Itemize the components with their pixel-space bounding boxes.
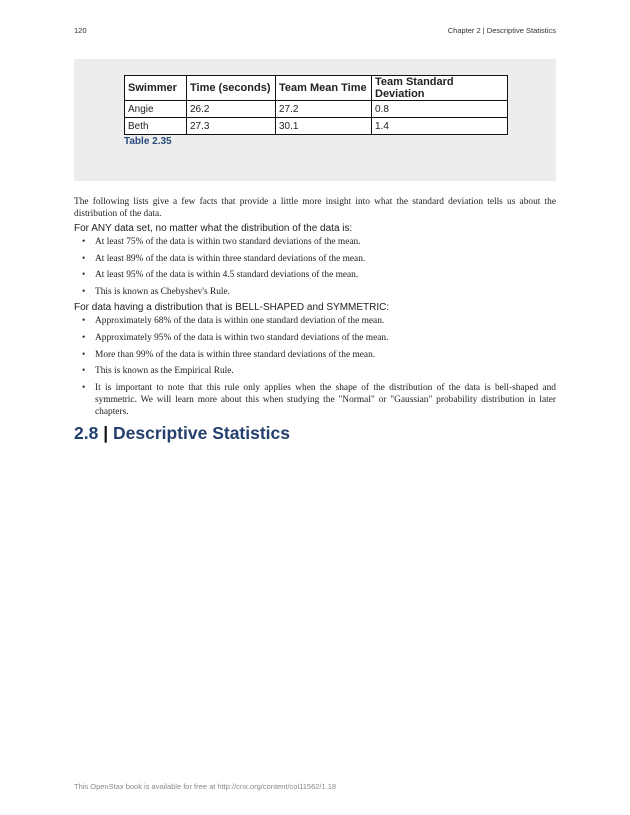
list-item-text: Approximately 68% of the data is within one standard deviation of the mean. [95, 316, 385, 327]
table-cell: 27.3 [187, 118, 276, 135]
list-item-text: Approximately 95% of the data is within two standard deviations of the mean. [95, 332, 389, 343]
list-lead: For ANY data set, no matter what the distribution of the data is: [74, 223, 353, 234]
section-heading [74, 423, 556, 444]
table-caption: Table 2.35 [124, 136, 172, 147]
bullet-icon: • [82, 349, 86, 360]
bullet-icon: • [82, 237, 86, 247]
bullet-icon: • [82, 270, 86, 281]
swimmer-table [124, 75, 508, 135]
table-cell: 1.4 [372, 118, 508, 135]
bullet-icon: • [82, 316, 86, 327]
table-cell: Angie [125, 101, 187, 118]
list-lead: For data having a distribution that is BELL-SHAPED and SYMMETRIC: [74, 302, 390, 314]
list-item-text: At least 75% of the data is within two standard deviations of the mean. [95, 237, 361, 247]
page-number: 120 [74, 26, 87, 35]
bullet-icon: • [82, 382, 86, 393]
bullet-icon: • [82, 286, 86, 297]
table-cell: 26.2 [187, 101, 276, 118]
list-item-text: This is known as Chebyshev's Rule. [95, 286, 231, 297]
column-header: Team Mean Time [276, 76, 372, 101]
list-item [74, 315, 556, 327]
list-item [74, 382, 556, 418]
column-header: Swimmer [125, 76, 187, 101]
empirical-list [74, 315, 556, 417]
table-cell: Beth [125, 118, 187, 135]
section-title: Descriptive Statistics [112, 422, 291, 443]
list-item-text: It is important to note that this rule only applies when the shape of the distribution of the data is bell-shaped and symmetric. We will learn more about this when studying the "Normal" or "Gaussian" probability distribution in later chapters. [95, 382, 556, 417]
bullet-icon: • [82, 253, 86, 264]
table-cell: 30.1 [276, 118, 372, 135]
main-content [74, 196, 556, 444]
list-item [74, 332, 556, 344]
list-item [74, 236, 556, 248]
list-item-text: At least 95% of the data is within 4.5 standard deviations of the mean. [95, 270, 359, 281]
list-item-text: At least 89% of the data is within three standard deviations of the mean. [95, 253, 366, 264]
table-header-row [125, 76, 508, 101]
bullet-icon: • [82, 366, 86, 377]
list-item-text: This is known as the Empirical Rule. [95, 366, 234, 377]
page-footer: This OpenStax book is available for free at http://cnx.org/content/col11562/1.18 [74, 782, 337, 791]
column-header: Team Standard Deviation [372, 76, 508, 101]
table-cell: 0.8 [372, 101, 508, 118]
column-header: Time (seconds) [187, 76, 276, 101]
section-separator: | [103, 422, 109, 443]
table-row [125, 101, 508, 118]
list-item [74, 286, 556, 298]
list-item-text: More than 99% of the data is within three standard deviations of the mean. [95, 349, 376, 360]
table-row [125, 118, 508, 135]
table-cell: 27.2 [276, 101, 372, 118]
list-item [74, 365, 556, 377]
list-item [74, 253, 556, 265]
bullet-icon: • [82, 332, 86, 343]
chebyshev-list [74, 236, 556, 298]
running-header: Chapter 2 | Descriptive Statistics [447, 26, 556, 35]
list-item [74, 269, 556, 281]
list-item [74, 349, 556, 361]
intro-paragraph: The following lists give a few facts that provide a little more insight into what the standard deviation tells us about the distribution of the data. [74, 197, 556, 219]
section-number: 2.8 [74, 422, 99, 443]
table-container [74, 59, 556, 181]
